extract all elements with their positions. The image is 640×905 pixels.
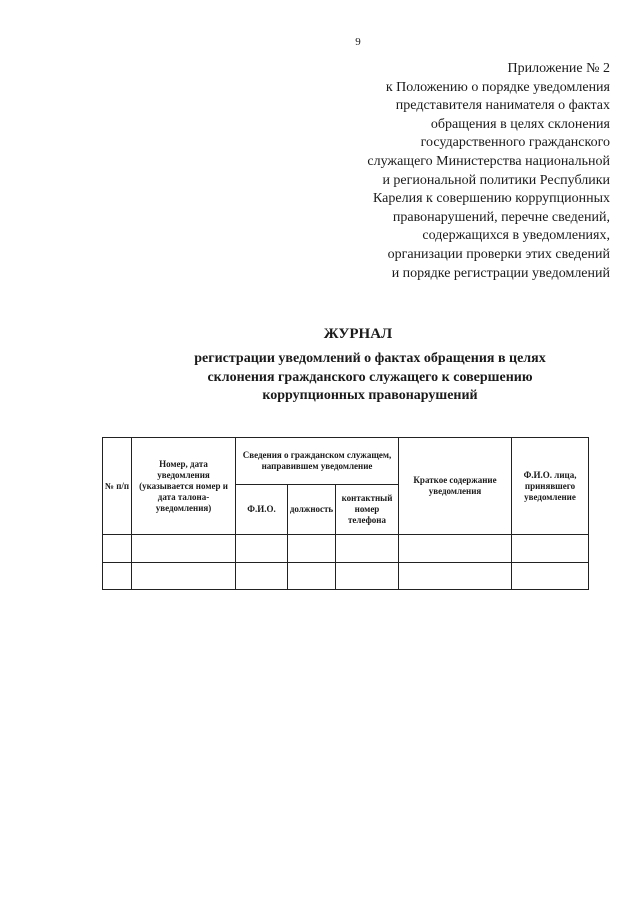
table-cell	[132, 563, 236, 590]
table-cell	[103, 535, 132, 563]
appendix-line: правонарушений, перечне сведений,	[392, 209, 610, 225]
table-cell	[512, 563, 589, 590]
appendix-line: Карелия к совершению коррупционных	[373, 191, 610, 207]
table-row	[103, 535, 589, 563]
appendix-line: к Положению о порядке уведомления	[385, 79, 610, 95]
appendix-line: представителя нанимателя о фактах	[395, 98, 610, 114]
column-header-contact-phone: контактный номер телефона	[336, 485, 399, 535]
table-cell	[288, 563, 336, 590]
column-header-summary: Краткое содержание уведомления	[399, 438, 512, 535]
column-header-fio: Ф.И.О.	[236, 485, 288, 535]
column-header-position: должность	[288, 485, 336, 535]
table-cell	[399, 563, 512, 590]
document-title: ЖУРНАЛ	[323, 326, 393, 342]
column-header-number-date: Номер, дата уведомления (указывается номер и дата талона-уведомления)	[132, 438, 236, 535]
column-group-header-sender: Сведения о гражданском служащем, направившем уведомление	[236, 438, 399, 485]
subtitle-line: коррупционных правонарушений	[262, 388, 478, 403]
appendix-line: обращения в целях склонения	[430, 116, 610, 132]
column-header-receiver: Ф.И.О. лица, принявшего уведомление	[512, 438, 589, 535]
subtitle-line: регистрации уведомлений о фактах обращения в целях	[194, 351, 546, 366]
appendix-line: Приложение № 2	[507, 61, 610, 76]
appendix-line: и порядке регистрации уведомлений	[391, 265, 610, 281]
column-header-number: № п/п	[103, 438, 132, 535]
page-number: 9	[355, 36, 361, 48]
table-cell	[236, 563, 288, 590]
table-cell	[336, 535, 399, 563]
table-cell	[236, 535, 288, 563]
table-row	[103, 563, 589, 590]
appendix-line: служащего Министерства национальной	[367, 153, 610, 169]
table-cell	[288, 535, 336, 563]
appendix-line: государственного гражданского	[420, 135, 610, 151]
appendix-header	[310, 60, 610, 283]
table-cell	[336, 563, 399, 590]
document-subtitle	[0, 350, 640, 406]
table-cell	[103, 563, 132, 590]
appendix-line: и региональной политики Республики	[382, 172, 610, 188]
table-cell	[132, 535, 236, 563]
appendix-line: организации проверки этих сведений	[387, 246, 610, 262]
appendix-line: содержащихся в уведомлениях,	[422, 228, 610, 244]
table-cell	[512, 535, 589, 563]
journal-table	[102, 437, 589, 590]
subtitle-line: склонения гражданского служащего к совершению	[207, 369, 533, 385]
table-cell	[399, 535, 512, 563]
